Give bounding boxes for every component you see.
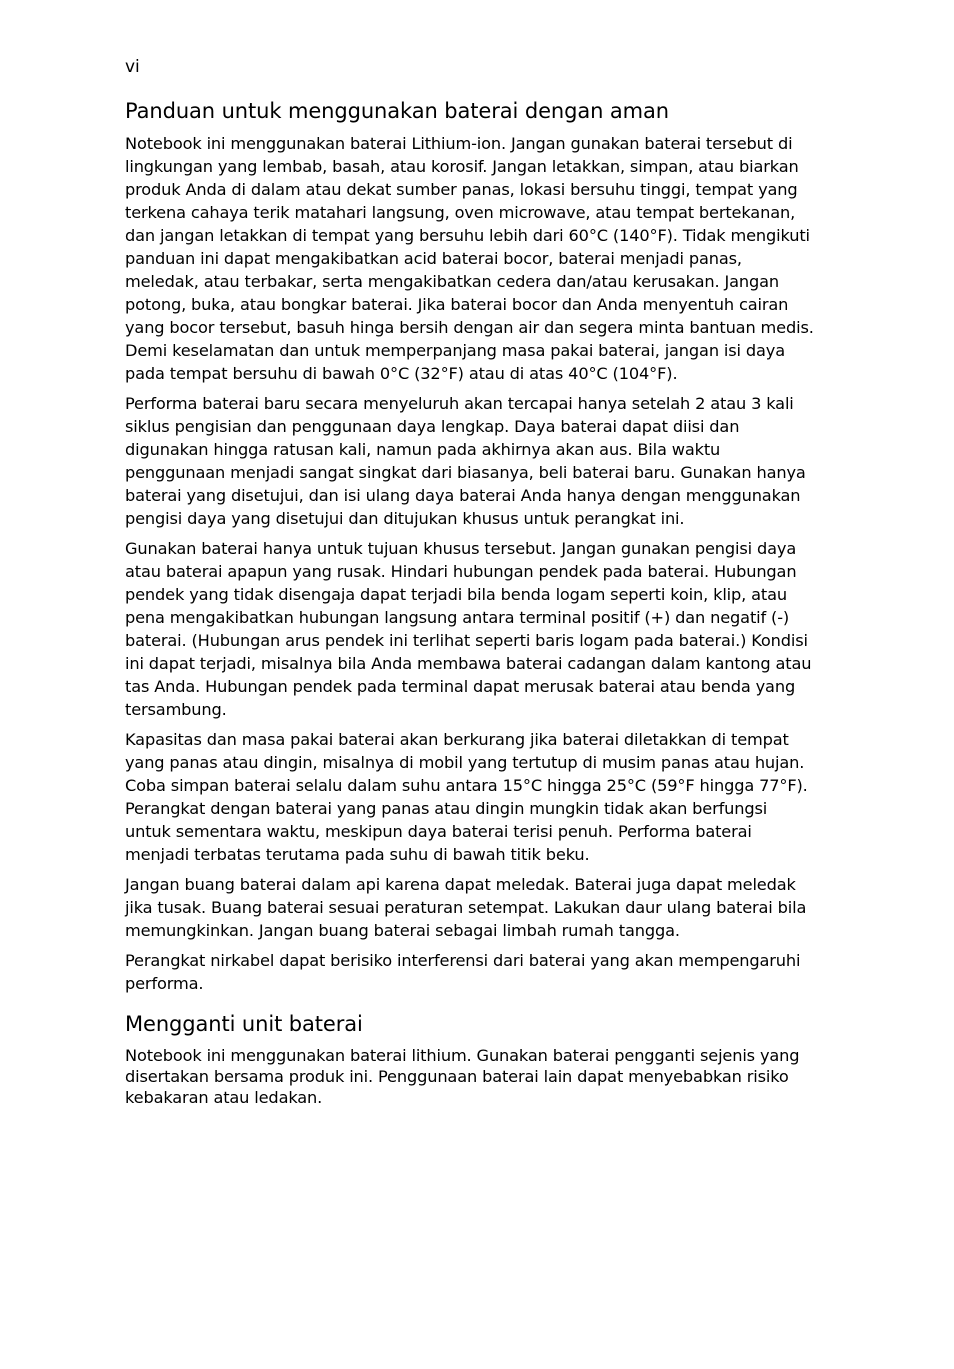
paragraph: Notebook ini menggunakan baterai Lithium-ion. Jangan gunakan baterai tersebut di lingkungan yang lembab, basah, atau korosif. Jangan letakkan, simpan, atau biarkan produk Anda di dalam atau dekat sumber panas, lokasi bersuhu tinggi, tempat yang terkena cahaya terik matahari langsung, oven microwave, atau tempat bertekanan, dan jangan letakkan di tempat yang bersuhu lebih dari 60°C (140°F). Tidak mengikuti panduan ini dapat mengakibatkan acid baterai bocor, baterai menjadi panas, meledak, atau terbakar, serta mengakibatkan cedera dan/atau kerusakan. Jangan potong, buka, atau bongkar baterai. Jika baterai bocor dan Anda menyentuh cairan yang bocor tersebut, basuh hinga bersih dengan air dan segera minta bantuan medis. Demi keselamatan dan untuk memperpanjang masa pakai baterai, jangan isi daya pada tempat bersuhu di bawah 0°C (32°F) atau di atas 40°C (104°F). — [125, 134, 814, 383]
section-title: Panduan untuk menggunakan baterai dengan aman — [125, 99, 669, 123]
paragraph: Kapasitas dan masa pakai baterai akan berkurang jika baterai diletakkan di tempat yang panas atau dingin, misalnya di mobil yang tertutup di musim panas atau hujan. Coba simpan baterai selalu dalam suhu antara 15°C hingga 25°C (59°F hingga 77°F). Perangkat dengan baterai yang panas atau dingin mungkin tidak akan berfungsi untuk sementara waktu, meskipun daya baterai terisi penuh. Performa baterai menjadi terbatas terutama pada suhu di bawah titik beku. — [125, 730, 808, 864]
paragraph: Gunakan baterai hanya untuk tujuan khusus tersebut. Jangan gunakan pengisi daya atau baterai apapun yang rusak. Hindari hubungan pendek pada baterai. Hubungan pendek yang tidak disengaja dapat terjadi bila benda logam seperti koin, klip, atau pena mengakibatkan hubungan langsung antara terminal positif (+) dan negatif (-) baterai. (Hubungan arus pendek ini terlihat seperti baris logam pada baterai.) Kondisi ini dapat terjadi, misalnya bila Anda membawa baterai cadangan dalam kantong atau tas Anda. Hubungan pendek pada terminal dapat merusak baterai atau benda yang tersambung. — [125, 539, 812, 719]
paragraph: Performa baterai baru secara menyeluruh akan tercapai hanya setelah 2 atau 3 kali siklus pengisian dan penggunaan daya lengkap. Daya baterai dapat diisi dan digunakan hingga ratusan kali, namun pada akhirnya akan aus. Bila waktu penggunaan menjadi sangat singkat dari biasanya, beli baterai baru. Gunakan hanya baterai yang disetujui, dan isi ulang daya baterai Anda hanya dengan menggunakan pengisi daya yang disetujui dan ditujukan khusus untuk perangkat ini. — [125, 394, 806, 528]
section-replace-battery — [125, 1011, 815, 1108]
document-page — [125, 56, 815, 1115]
section-battery-safety — [125, 98, 815, 995]
section-title: Mengganti unit baterai — [125, 1012, 363, 1036]
paragraph: Jangan buang baterai dalam api karena dapat meledak. Baterai juga dapat meledak jika tusak. Buang baterai sesuai peraturan setempat. Lakukan daur ulang baterai bila memungkinkan. Jangan buang baterai sebagai limbah rumah tangga. — [125, 875, 807, 940]
paragraph: Perangkat nirkabel dapat berisiko interferensi dari baterai yang akan mempengaruhi performa. — [125, 951, 801, 993]
paragraph: Notebook ini menggunakan baterai lithium. Gunakan baterai pengganti sejenis yang disertakan bersama produk ini. Penggunaan baterai lain dapat menyebabkan risiko kebakaran atau ledakan. — [125, 1046, 800, 1107]
page-number: vi — [125, 57, 140, 77]
